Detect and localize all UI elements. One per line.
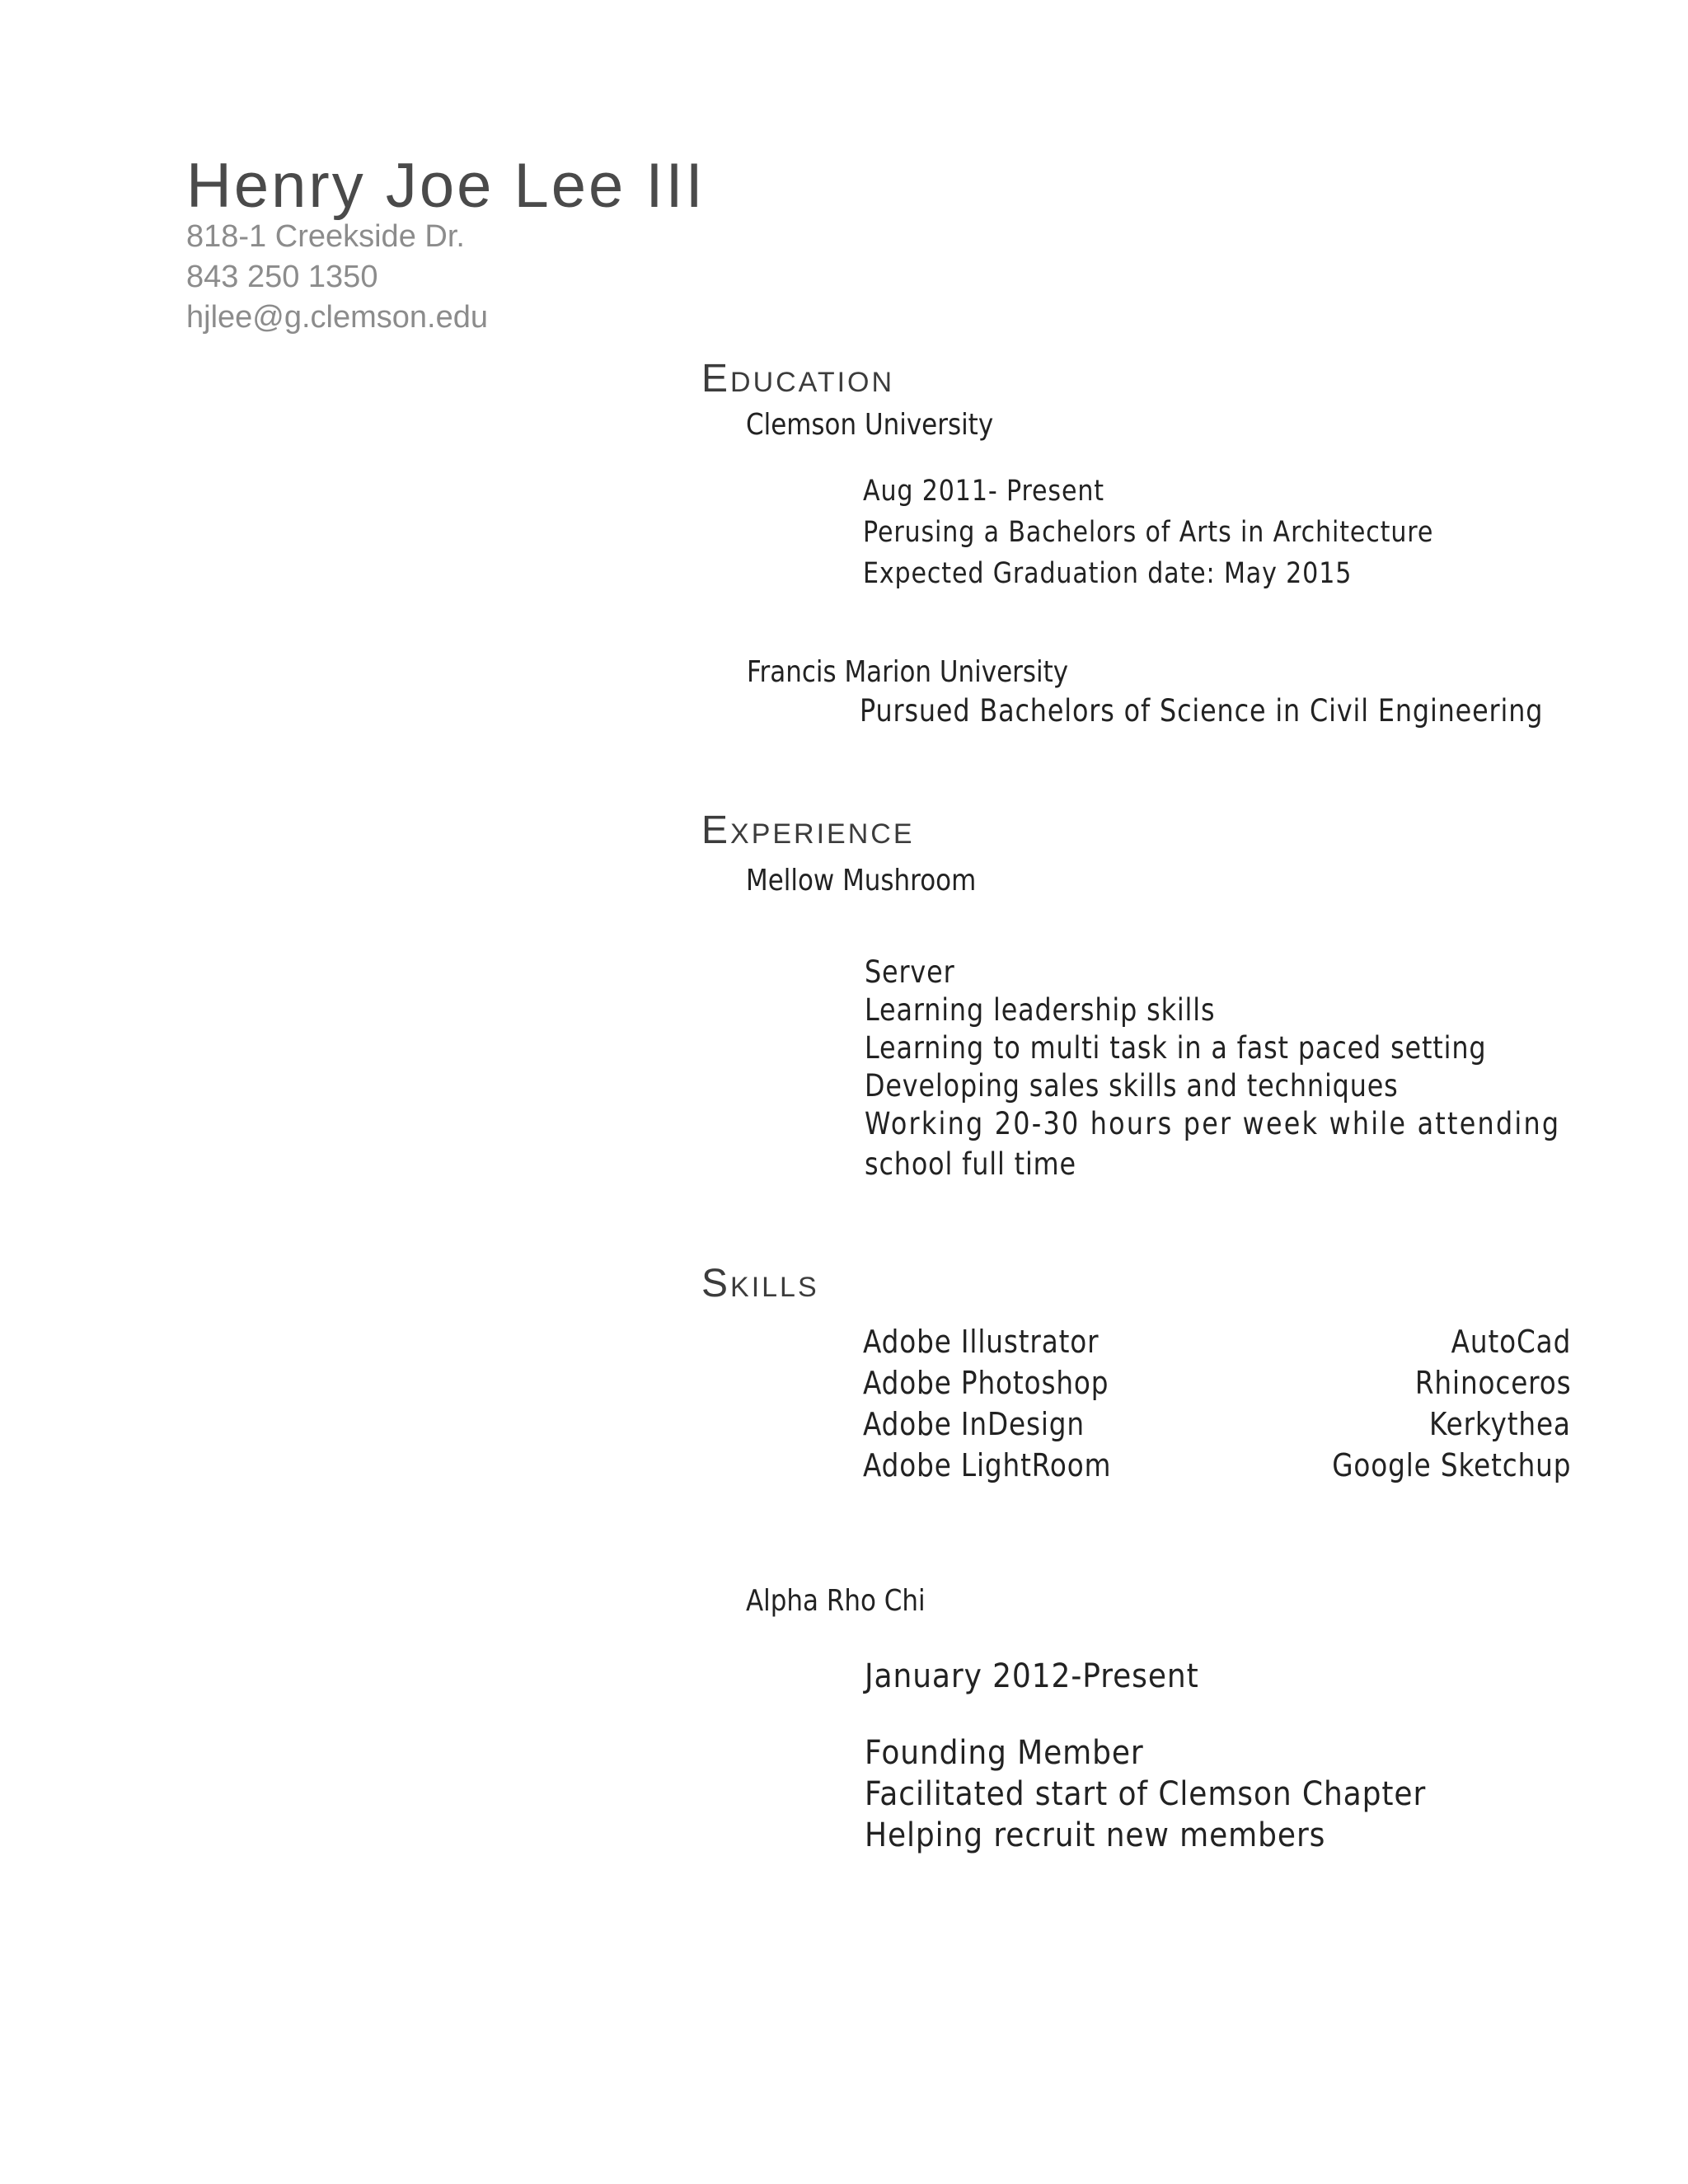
organization-dates: January 2012-Present (865, 1657, 1199, 1695)
school-detail: Aug 2011- Present (863, 475, 1104, 508)
school-name: Clemson University (746, 408, 994, 442)
job-detail: Working 20-30 hours per week while attending (865, 1106, 1561, 1141)
skill-item: Adobe Illustrator (863, 1324, 1100, 1360)
contact-phone: 843 250 1350 (186, 260, 378, 294)
education-heading: Education (701, 357, 895, 401)
organization-detail: Facilitated start of Clemson Chapter (865, 1775, 1427, 1813)
job-detail: Learning to multi task in a fast paced setting (865, 1030, 1487, 1066)
job-detail: school full time (865, 1146, 1076, 1182)
school-detail: Perusing a Bachelors of Arts in Architecture (863, 516, 1434, 549)
experience-heading: Experience (701, 808, 915, 852)
job-detail: Developing sales skills and techniques (865, 1068, 1399, 1104)
organization-detail: Helping recruit new members (865, 1816, 1326, 1854)
skill-item: Adobe InDesign (863, 1406, 1085, 1442)
skill-item: Google Sketchup (1331, 1447, 1571, 1483)
skills-heading: Skills (701, 1262, 819, 1305)
organization-name: Alpha Rho Chi (746, 1584, 926, 1618)
job-detail: Server (865, 954, 955, 990)
resume-name: Henry Joe Lee III (186, 151, 706, 221)
school-detail: Expected Graduation date: May 2015 (863, 557, 1353, 590)
skill-item: Adobe LightRoom (863, 1447, 1112, 1483)
skill-item: AutoCad (1451, 1324, 1571, 1360)
skill-item: Rhinoceros (1414, 1365, 1571, 1401)
organization-detail: Founding Member (865, 1734, 1144, 1772)
job-name: Mellow Mushroom (746, 864, 977, 898)
contact-email: hjlee@g.clemson.edu (186, 300, 489, 335)
school-detail: Pursued Bachelors of Science in Civil Engineering (860, 693, 1544, 729)
contact-address: 818-1 Creekside Dr. (186, 219, 465, 254)
school-name: Francis Marion University (747, 655, 1069, 689)
skill-item: Adobe Photoshop (863, 1365, 1109, 1401)
job-detail: Learning leadership skills (865, 992, 1216, 1028)
skill-item: Kerkythea (1429, 1406, 1571, 1442)
